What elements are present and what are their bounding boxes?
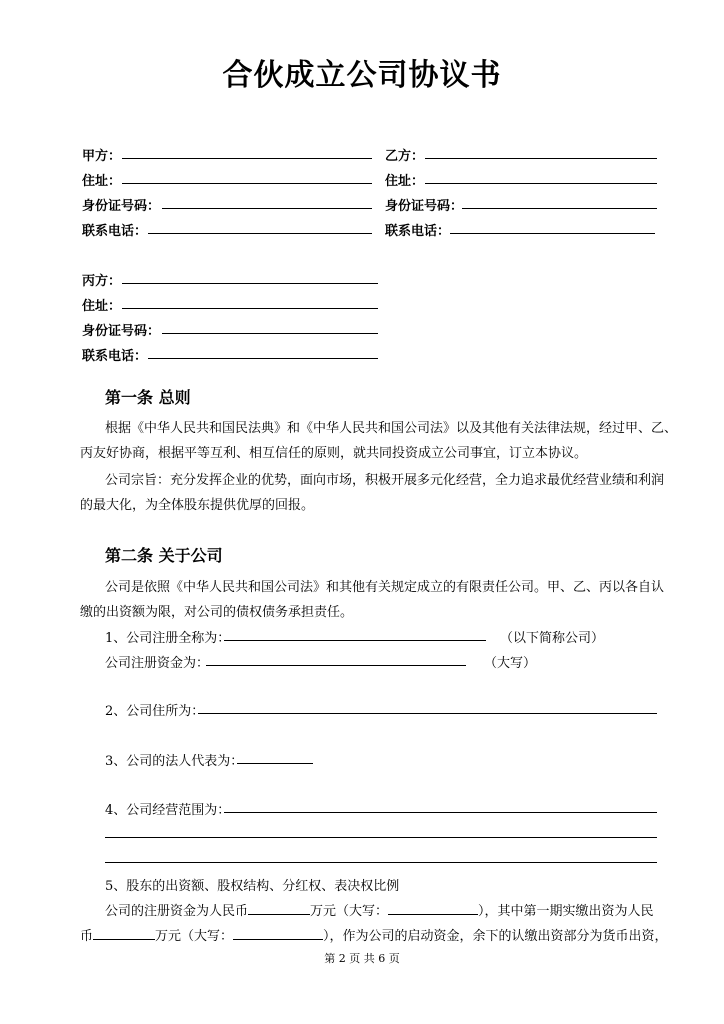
party-a-label: 甲方：	[82, 149, 122, 164]
article1-para1-line1: 根据《中华人民共和国民法典》和《中华人民共和国公司法》以及其他有关法律法规，经过甲、乙、	[105, 421, 678, 436]
company-name-line[interactable]	[224, 640, 486, 641]
party-c-line[interactable]	[122, 283, 378, 284]
capital-line[interactable]	[206, 665, 466, 666]
first-payment-blank[interactable]	[93, 927, 155, 940]
article1-para2-line2: 的最大化，为全体股东提供优厚的回报。	[80, 498, 315, 513]
capital-suffix: （大写）	[484, 656, 537, 671]
party-b-address-label: 住址：	[385, 174, 425, 189]
party-b-id-line[interactable]	[462, 208, 657, 209]
party-a-address-label: 住址：	[82, 174, 122, 189]
page-number: 第 2 页 共 6 页	[324, 952, 400, 965]
capital-label: 公司注册资金为：	[105, 656, 210, 671]
party-c-address-label: 住址：	[82, 299, 122, 314]
party-a-phone-label: 联系电话：	[82, 224, 148, 239]
party-a-line[interactable]	[122, 158, 372, 159]
capital-para-text-c: ），其中第一期实缴出资为人民	[478, 904, 654, 919]
article1-para2-line1: 公司宗旨：充分发挥企业的优势，面向市场，积极开展多元化经营，全力追求最优经营业绩和利润	[105, 473, 665, 488]
party-a-phone-line[interactable]	[148, 233, 372, 234]
article2-para1-line1: 公司是依照《中华人民共和国公司法》和其他有关规定成立的有限责任公司。甲、乙、丙以各自认	[105, 580, 665, 595]
article2-para1-line2: 缴的出资额为限，对公司的债权债务承担责任。	[80, 605, 354, 620]
address-line[interactable]	[198, 713, 657, 714]
party-b-label: 乙方：	[385, 149, 425, 164]
scope-line-2[interactable]	[105, 837, 657, 838]
party-c-phone-line[interactable]	[148, 358, 378, 359]
document-title: 合伙成立公司协议书	[222, 58, 502, 93]
item1-label: 1、公司注册全称为：	[105, 631, 231, 646]
capital-para-text-d: 币	[80, 929, 94, 944]
capital-para-text-e: 万元（大写：	[155, 929, 234, 944]
party-b-address-line[interactable]	[425, 183, 657, 184]
party-c-id-label: 身份证号码：	[82, 324, 161, 339]
party-c-id-line[interactable]	[162, 333, 378, 334]
capital-para-text-b: 万元（大写：	[310, 904, 389, 919]
party-c-address-line[interactable]	[122, 308, 378, 309]
capital-para-text-a: 公司的注册资金为人民币	[105, 904, 249, 919]
item4-label: 4、公司经营范围为：	[105, 803, 231, 818]
party-a-id-line[interactable]	[162, 208, 372, 209]
party-b-phone-label: 联系电话：	[385, 224, 451, 239]
scope-line-1[interactable]	[224, 812, 657, 813]
capital-para-text-f: ），作为公司的启动资金，余下的认缴出资部分为货币出资，	[323, 929, 668, 944]
party-c-phone-label: 联系电话：	[82, 349, 148, 364]
capital-amount-words-blank[interactable]	[388, 902, 478, 915]
legal-rep-line[interactable]	[237, 763, 313, 764]
party-c-label: 丙方：	[82, 274, 122, 289]
party-b-phone-line[interactable]	[450, 233, 655, 234]
capital-amount-blank[interactable]	[248, 902, 310, 915]
item5-label: 5、股东的出资额、股权结构、分红权、表决权比例	[105, 879, 400, 894]
article1-heading: 第一条 总则	[105, 388, 191, 407]
article2-heading: 第二条 关于公司	[105, 546, 223, 565]
item2-label: 2、公司住所为：	[105, 704, 205, 719]
party-a-id-label: 身份证号码：	[82, 199, 161, 214]
party-b-line[interactable]	[425, 158, 657, 159]
party-b-id-label: 身份证号码：	[385, 199, 464, 214]
scope-line-3[interactable]	[105, 862, 657, 863]
party-a-address-line[interactable]	[122, 183, 372, 184]
item1-suffix: （以下简称公司）	[500, 631, 605, 646]
first-payment-words-blank[interactable]	[233, 927, 323, 940]
article1-para1-line2: 丙友好协商，根据平等互利、相互信任的原则，就共同投资成立公司事宜，订立本协议。	[80, 446, 588, 461]
capital-para-line1	[105, 900, 654, 919]
capital-para-line2	[80, 925, 668, 944]
item3-label: 3、公司的法人代表为：	[105, 754, 244, 769]
